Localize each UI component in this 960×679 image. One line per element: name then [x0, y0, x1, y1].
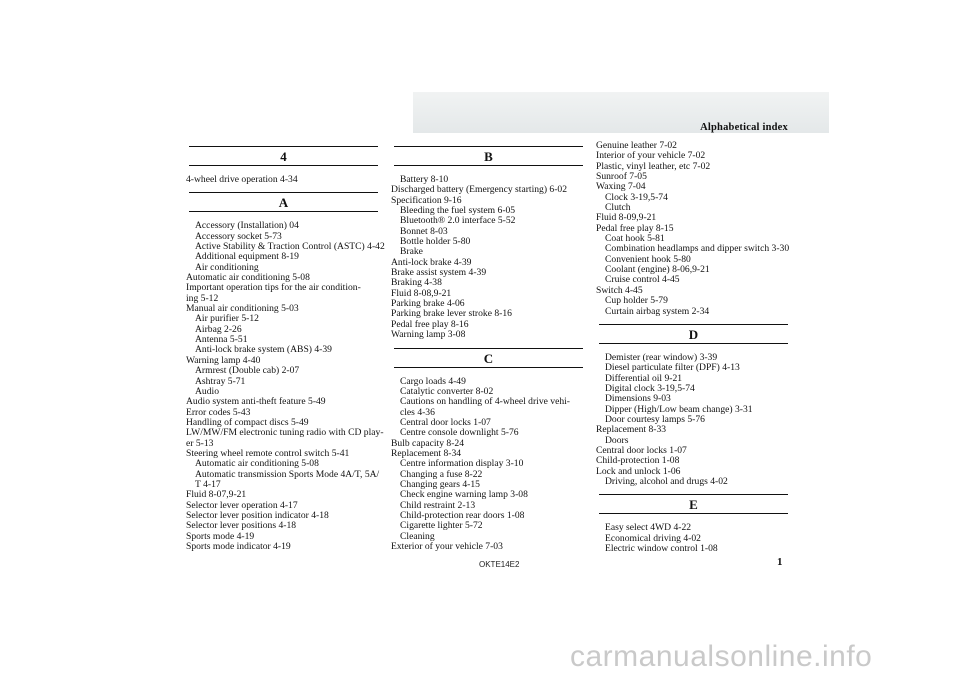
section-letter: 4 — [280, 149, 287, 164]
index-entry: Braking 4-38 — [391, 277, 442, 289]
page-title: Alphabetical index — [700, 122, 788, 133]
index-entry: Sports mode indicator 4-19 — [186, 541, 291, 552]
index-subentry: Child-protection rear doors 1-08 — [400, 509, 525, 521]
index-subentry: Electric window control 1-08 — [605, 543, 718, 554]
index-entry: Bulb capacity 8-24 — [391, 437, 464, 449]
section-entries — [186, 212, 385, 559]
index-subentry: Brake — [400, 246, 423, 258]
index-subentry: Battery 8-10 — [400, 174, 449, 185]
continued-entries — [596, 141, 788, 324]
index-subentry: Clock 3-19,5-74 — [605, 191, 668, 203]
section-rule-bottom — [394, 165, 583, 166]
index-subentry: Armrest (Double cab) 2-07 — [195, 365, 300, 377]
index-entry: Selector lever positions 4-18 — [186, 520, 297, 532]
section-entries — [596, 344, 788, 494]
index-subentry: Bonnet 8-03 — [400, 225, 448, 237]
index-subentry: Cleaning — [400, 530, 435, 542]
index-subentry: Diesel particulate filter (DPF) 4-13 — [605, 362, 740, 374]
index-entry: Anti-lock brake 4-39 — [391, 256, 472, 268]
section-header — [599, 494, 788, 514]
section-rule-bottom — [189, 211, 378, 212]
index-subentry: Economical driving 4-02 — [605, 532, 701, 544]
section-header — [394, 348, 583, 368]
index-subentry: Bottle holder 5-80 — [400, 236, 471, 248]
section-letter: A — [278, 195, 289, 211]
section-letter: C — [483, 350, 494, 366]
index-subentry: Curtain airbag system 2-34 — [605, 305, 710, 317]
section-header — [599, 324, 788, 344]
index-entry: Warning lamp 3-08 — [391, 329, 466, 341]
index-entry: Steering wheel remote control switch 5-41 — [186, 447, 350, 459]
index-entry: Automatic air conditioning 5-08 — [186, 272, 310, 284]
index-entry: Exterior of your vehicle 7-03 — [391, 541, 503, 552]
index-entry: Brake assist system 4-39 — [391, 267, 487, 279]
index-subentry: Accessory (Installation) 04 — [195, 220, 299, 232]
index-entry: Central door locks 1-07 — [596, 444, 687, 456]
section-entries — [186, 166, 378, 192]
index-subentry: Dimensions 9-03 — [605, 393, 671, 405]
index-entry: Waxing 7-04 — [596, 181, 646, 193]
index-subentry: Child restraint 2-13 — [400, 499, 476, 511]
index-subentry: Additional equipment 8-19 — [195, 251, 299, 263]
index-subentry: Audio — [195, 385, 219, 397]
index-entry: Child-protection 1-08 — [596, 455, 680, 467]
index-entry: 4-wheel drive operation 4-34 — [186, 174, 298, 185]
index-entry: Manual air conditioning 5-03 — [186, 303, 299, 315]
section-rule-bottom — [394, 367, 583, 368]
index-entry: Important operation tips for the air condition- — [186, 282, 361, 294]
index-subentry: Bleeding the fuel system 6-05 — [400, 205, 516, 217]
index-entry: Pedal free play 8-15 — [596, 222, 674, 234]
index-subentry: Bluetooth® 2.0 interface 5-52 — [400, 215, 516, 227]
index-subentry: Digital clock 3-19,5-74 — [605, 382, 695, 394]
index-entry: Fluid 8-08,9-21 — [391, 287, 452, 299]
section-letter: D — [688, 326, 699, 342]
watermark: carmanualsonline.info — [570, 640, 873, 673]
index-subentry: Cautions on handling of 4-wheel drive vehi- — [400, 396, 570, 408]
index-subentry: Coolant (engine) 8-06,9-21 — [605, 264, 710, 276]
section-entries — [391, 166, 583, 348]
index-entry: Genuine leather 7-02 — [596, 140, 677, 151]
section-entries — [391, 368, 583, 560]
index-subentry: Air conditioning — [195, 261, 259, 273]
index-subentry: Changing gears 4-15 — [400, 478, 480, 490]
index-subentry: Door courtesy lamps 5-76 — [605, 413, 705, 425]
index-subentry: Check engine warning lamp 3-08 — [400, 489, 528, 501]
index-subentry: Cigarette lighter 5-72 — [400, 520, 483, 532]
index-subentry: cles 4-36 — [400, 406, 435, 418]
index-entry: Error codes 5-43 — [186, 406, 251, 418]
index-subentry: Convenient hook 5-80 — [605, 253, 691, 265]
index-column-2 — [391, 146, 583, 559]
index-subentry: Cruise control 4-45 — [605, 274, 680, 286]
index-subentry: Coat hook 5-81 — [605, 233, 665, 245]
index-subentry: Ashtray 5-71 — [195, 375, 246, 387]
index-subentry: Differential oil 9-21 — [605, 372, 683, 384]
index-entry: er 5-13 — [186, 437, 214, 449]
index-subentry: Doors — [605, 434, 629, 446]
index-entry: Selector lever operation 4-17 — [186, 499, 298, 511]
index-subentry: Centre information display 3-10 — [400, 458, 524, 470]
document-code: OKTE14E2 — [479, 560, 520, 569]
index-subentry: Demister (rear window) 3-39 — [605, 351, 718, 363]
index-entry: Audio system anti-theft feature 5-49 — [186, 396, 326, 408]
index-subentry: Anti-lock brake system (ABS) 4-39 — [195, 344, 332, 356]
section-rule-bottom — [599, 513, 788, 514]
index-subentry: Air purifier 5-12 — [195, 313, 259, 325]
index-subentry: Automatic air conditioning 5-08 — [195, 458, 319, 470]
index-entry: Handling of compact discs 5-49 — [186, 416, 309, 428]
index-entry: LW/MW/FM electronic tuning radio with CD play- — [186, 427, 384, 439]
index-entry: Discharged battery (Emergency starting) 6-02 — [391, 184, 568, 196]
page-number: 1 — [777, 556, 783, 568]
section-rule-bottom — [189, 165, 378, 166]
index-subentry: Combination headlamps and dipper switch 3-30 — [605, 243, 790, 255]
index-column-3 — [596, 141, 788, 561]
index-entry: Fluid 8-09,9-21 — [596, 212, 657, 224]
section-header — [394, 146, 583, 166]
section-entries — [596, 514, 788, 561]
index-entry: Warning lamp 4-40 — [186, 354, 261, 366]
index-subentry: Central door locks 1-07 — [400, 416, 491, 428]
section-header — [189, 146, 378, 166]
index-entry: Plastic, vinyl leather, etc 7-02 — [596, 160, 711, 172]
index-subentry: Easy select 4WD 4-22 — [605, 522, 692, 534]
section-rule-bottom — [599, 343, 788, 344]
index-subentry: Active Stability & Traction Control (ASTC) 4-42 — [195, 241, 385, 253]
index-subentry: Driving, alcohol and drugs 4-02 — [605, 475, 728, 487]
index-subentry: Cargo loads 4-49 — [400, 375, 466, 387]
index-subentry: T 4-17 — [195, 478, 221, 490]
index-subentry: Cup holder 5-79 — [605, 295, 668, 307]
index-subentry: Accessory socket 5-73 — [195, 230, 282, 242]
index-subentry: Catalytic converter 8-02 — [400, 385, 494, 397]
index-subentry: Dipper (High/Low beam change) 3-31 — [605, 403, 753, 415]
index-subentry: Automatic transmission Sports Mode 4A/T, 5A/ — [195, 468, 380, 480]
index-subentry: Clutch — [605, 202, 631, 214]
index-entry: Selector lever position indicator 4-18 — [186, 509, 329, 521]
section-header — [189, 192, 378, 212]
index-subentry: Antenna 5-51 — [195, 334, 248, 346]
index-entry: Sports mode 4-19 — [186, 530, 255, 542]
section-letter: E — [689, 497, 698, 513]
index-entry: Parking brake lever stroke 8-16 — [391, 308, 512, 320]
index-entry: Replacement 8-34 — [391, 447, 462, 459]
index-entry: Switch 4-45 — [596, 284, 643, 296]
index-entry: Sunroof 7-05 — [596, 171, 647, 183]
index-column-1 — [186, 146, 385, 559]
index-entry: Interior of your vehicle 7-02 — [596, 150, 706, 162]
index-entry: Replacement 8-33 — [596, 424, 667, 436]
index-subentry: Centre console downlight 5-76 — [400, 427, 519, 439]
index-entry: Pedal free play 8-16 — [391, 318, 469, 330]
index-entry: Lock and unlock 1-06 — [596, 465, 681, 477]
section-letter: B — [484, 149, 493, 164]
index-entry: Parking brake 4-06 — [391, 298, 465, 310]
index-entry: Specification 9-16 — [391, 194, 462, 206]
index-entry: ing 5-12 — [186, 292, 219, 304]
index-subentry: Changing a fuse 8-22 — [400, 468, 483, 480]
index-entry: Fluid 8-07,9-21 — [186, 489, 247, 501]
index-subentry: Airbag 2-26 — [195, 323, 242, 335]
